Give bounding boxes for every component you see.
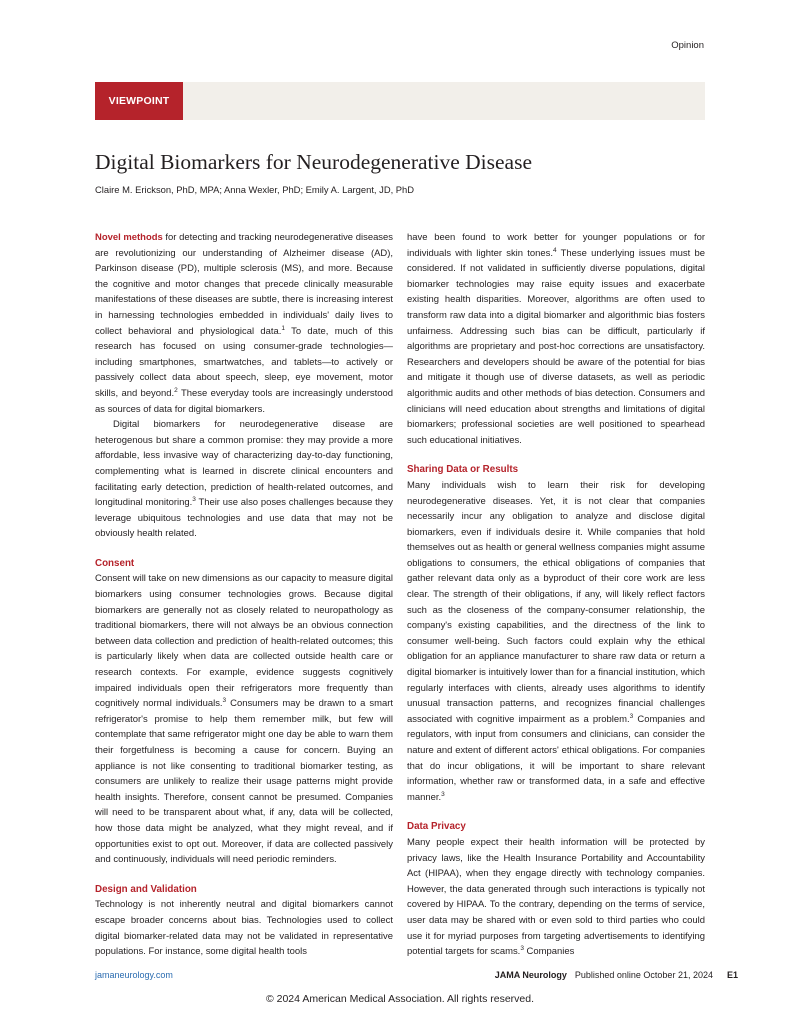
publication-date: Published online October 21, 2024 (574, 970, 713, 980)
journal-name: JAMA Neurology (494, 970, 567, 980)
journal-website-link[interactable]: jamaneurology.com (95, 970, 173, 980)
text-run: These underlying issues must be considered. If not validated in sufficiently diverse populations, digital biomarker technologies may raise equity issues and exacerbate existing health disparities. Moreover, algorithms are often used to transform raw data into a digital biomarker and algorithmic bias fosters unfairness. Addressing such bias can be difficult, particularly if algorithms are proprietary and post-hoc corrections are unsatisfactory. Researchers and developers should be aware of the potential for bias and mitigate it though use of diverse datasets, as well as periodic algorithmic audits and other methods of bias detection. Consumers and clinicians will need education about strengths and limitations of digital biomarkers; professional societies are well positioned to spearhead such educational initiatives. (407, 247, 705, 446)
paragraph-promise (95, 417, 393, 542)
reference-marker: 2 (174, 386, 178, 394)
text-run: Consent will take on new dimensions as our capacity to measure digital biomarkers using consumer technologies grows. Because digital biomarkers are generally not as closely related to neuropathology as traditional biomarkers, there will not always be an obvious connection between data collection and prediction of health-related outcomes; this is particularly likely when data are collected outside health care or research contexts. For example, evidence suggests cognitively impaired individuals open their refrigerators more frequently than cognitively normal individuals. (95, 573, 393, 710)
heading-design-validation: Design and Validation (95, 883, 197, 895)
article-authors: Claire M. Erickson, PhD, MPA; Anna Wexler, PhD; Emily A. Largent, JD, PhD (95, 184, 415, 195)
right-column (407, 230, 705, 960)
heading-sharing-data: Sharing Data or Results (407, 464, 519, 476)
heading-data-privacy: Data Privacy (407, 821, 466, 833)
paragraph-sharing (407, 478, 705, 805)
reference-marker: 3 (629, 712, 634, 720)
article-title: Digital Biomarkers for Neurodegenerative Disease (95, 150, 533, 174)
left-column (95, 230, 393, 960)
text-run: Many people expect their health information will be protected by privacy laws, like the Health Insurance Portability and Accountability Act (HIPAA), when they engage directly with technology companies. However, the data generated through such interactions is typically not covered by HIPAA. To the contrary, depending on the terms of service, user data may be shared with or even sold to third parties who could use it for myriad purposes from targeting advertisements to identifying potential targets for scams. (407, 836, 705, 958)
text-run: have been found to work better for younger populations or for individuals with lighter skin tones. (407, 232, 705, 259)
reference-marker: 4 (552, 246, 557, 254)
viewpoint-banner (95, 82, 705, 120)
page-number: E1 (726, 970, 738, 980)
lead-phrase: Novel methods (95, 232, 163, 243)
copyright-notice: © 2024 American Medical Association. All rights reserved. (265, 993, 535, 1005)
text-run: These everyday tools are increasingly understood as sources of data for digital biomarkers. (95, 387, 393, 415)
paragraph-design: Technology is not inherently neutral and digital biomarkers cannot escape broader concerns about bias. Technologies used to collect digital biomarker-related data may not be validated in representative populations. For instance, some digital health tools (95, 899, 393, 958)
reference-marker: 3 (192, 495, 196, 503)
paragraph-bias (407, 230, 705, 448)
reference-marker: 3 (520, 944, 524, 952)
reference-marker: 3 (441, 790, 445, 798)
paragraph-intro (95, 230, 393, 417)
text-run: Many individuals wish to learn their risk for developing neurodegenerative diseases. Yet, it is not clear that companies necessarily incur any obligation to analyze and disclose digital biomarkers, even if individuals desire it. While companies that hold themselves out as health or general wellness companies might assume obligations to consumers, the ethical obligations of companies that gather relevant data only as a byproduct of their core work are less clear. The strength of their obligations, if any, will likely reflect factors such as the closeness of the company-consumer relationship, the company's existing capabilities, and the directness of the link to consumer well-being. Such factors could explain why the ethical obligation for an appliance manufacturer to share raw data or return a digital biomarker is intuitively lower than for a financial institution, which regularly interfaces with clients, already uses algorithms to identify unusual transaction patterns, and recognizes financial challenges associated with cognitive impairment as a problem. (407, 479, 705, 725)
text-run: for detecting and tracking neurodegenerative diseases are revolutionizing our understanding of Alzheimer disease (AD), Parkinson disease (PD), multiple sclerosis (MS), and more. Because the cognitive and motor changes that precede clinically measurable manifestations of these diseases are subtle, there is increasing interest in harnessing technologies embedded in individuals' daily lives to collect behavioral and physiological data. (95, 232, 393, 337)
text-run: Companies and regulators, with input from consumers and clinicians, can consider the nature and extent of different actors' ethical obligations. For companies that do incur obligations, it will be important to share relevant information, whether raw or transformed data, in a safe and effective manner. (407, 713, 705, 803)
text-run: Digital biomarkers for neurodegenerative disease are heterogenous but share a common promise: they may provide a more affordable, less invasive way of characterizing day-to-day functioning, complementing what is learned in discrete clinical encounters and facilitating early detection, prediction of health-related outcomes, and longitudinal monitoring. (95, 419, 393, 509)
reference-marker: 1 (281, 324, 285, 332)
section-label: Opinion (671, 40, 704, 51)
viewpoint-badge: VIEWPOINT (95, 82, 183, 120)
text-run: Their use also poses challenges because they leverage ubiquitous technologies and use data that may not be obviously health related. (95, 497, 393, 540)
text-run: Companies (523, 946, 575, 958)
reference-marker: 3 (222, 697, 227, 705)
text-run: Consumers may be drawn to a smart refrigerator's promise to help them remember milk, but few will contemplate that same refrigerator might one day be able to warn them their forgetfulness is becoming a cause for concern. Buying an appliance is not like consenting to traditional biomarker testing, as consumers are unlikely to realize their usage patterns might provide health insights. Therefore, consent cannot be presumed. Companies will need to be transparent about what, if any, data will be collected, how those data might be analyzed, what they might reveal, and if opportunities exist to opt out. Moreover, if data are collected passively and continuously, individuals will need periodic reminders. (95, 698, 393, 866)
text-run: To date, much of this research has focused on using consumer-grade technologies—including smartphones, smartwatches, and tablets—to actively or passively collect data about speech, sleep, eye movement, motor skills, and beyond. (95, 325, 394, 399)
heading-consent: Consent (95, 557, 135, 569)
footer-publication-info (495, 970, 738, 980)
paragraph-consent (95, 571, 393, 867)
paragraph-privacy (407, 835, 705, 960)
